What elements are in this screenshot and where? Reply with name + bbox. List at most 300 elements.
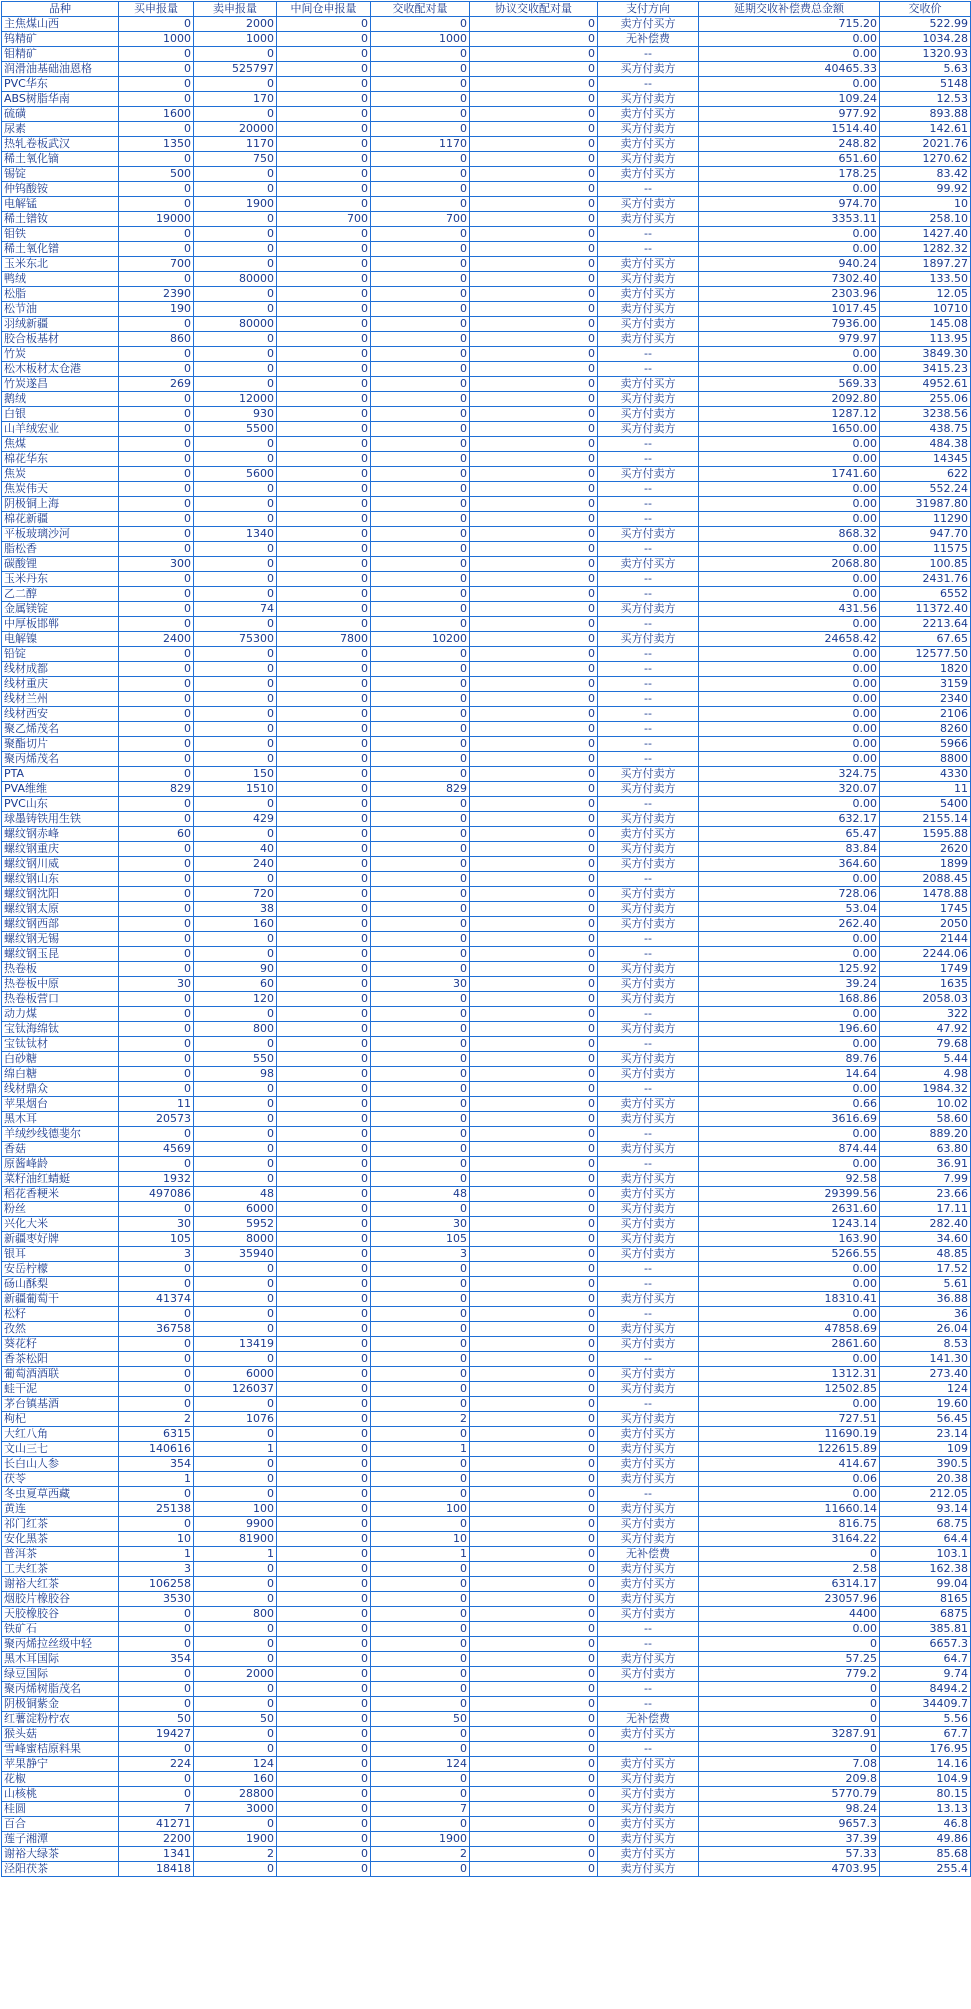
cell-payment-direction: 卖方付买方 xyxy=(598,212,699,227)
cell-sell-volume: 0 xyxy=(194,512,277,527)
cell-deferred-compensation: 727.51 xyxy=(699,1412,880,1427)
table-row xyxy=(2,1607,971,1622)
table-row xyxy=(2,1472,971,1487)
cell-payment-direction: 买方付卖方 xyxy=(598,1532,699,1547)
table-row xyxy=(2,1202,971,1217)
cell-delivery-price: 67.7 xyxy=(880,1727,971,1742)
cell-sell-volume: 2000 xyxy=(194,17,277,32)
cell-deferred-compensation: 0.00 xyxy=(699,677,880,692)
cell-matched-volume: 0 xyxy=(371,962,470,977)
cell-sell-volume: 98 xyxy=(194,1067,277,1082)
cell-matched-volume: 0 xyxy=(371,107,470,122)
cell-sell-volume: 0 xyxy=(194,1172,277,1187)
cell-delivery-price: 947.70 xyxy=(880,527,971,542)
cell-sell-volume: 0 xyxy=(194,107,277,122)
cell-delivery-price: 1897.27 xyxy=(880,257,971,272)
table-row xyxy=(2,137,971,152)
cell-deferred-compensation: 98.24 xyxy=(699,1802,880,1817)
header-sell-volume: 卖申报量 xyxy=(194,2,277,17)
cell-sell-volume: 48 xyxy=(194,1187,277,1202)
cell-matched-volume: 0 xyxy=(371,1322,470,1337)
cell-variety: 脂松香 xyxy=(2,542,119,557)
cell-delivery-price: 2340 xyxy=(880,692,971,707)
cell-payment-direction: 买方付卖方 xyxy=(598,467,699,482)
cell-matched-volume: 0 xyxy=(371,1652,470,1667)
cell-payment-direction: 买方付卖方 xyxy=(598,197,699,212)
cell-agreement-matched-volume: 0 xyxy=(470,467,598,482)
cell-payment-direction: 买方付卖方 xyxy=(598,767,699,782)
cell-payment-direction: -- xyxy=(598,77,699,92)
cell-middle-warehouse-volume: 0 xyxy=(277,1142,371,1157)
cell-deferred-compensation: 364.60 xyxy=(699,857,880,872)
table-row xyxy=(2,1097,971,1112)
table-row xyxy=(2,1637,971,1652)
cell-middle-warehouse-volume: 0 xyxy=(277,662,371,677)
cell-variety: 焦炭伟天 xyxy=(2,482,119,497)
cell-matched-volume: 0 xyxy=(371,737,470,752)
cell-delivery-price: 1820 xyxy=(880,662,971,677)
cell-sell-volume: 0 xyxy=(194,1457,277,1472)
cell-matched-volume: 0 xyxy=(371,1697,470,1712)
cell-sell-volume: 50 xyxy=(194,1712,277,1727)
cell-buy-volume: 1600 xyxy=(119,107,194,122)
cell-deferred-compensation: 0.00 xyxy=(699,1397,880,1412)
cell-middle-warehouse-volume: 0 xyxy=(277,1637,371,1652)
cell-middle-warehouse-volume: 0 xyxy=(277,422,371,437)
cell-payment-direction: -- xyxy=(598,1262,699,1277)
cell-sell-volume: 0 xyxy=(194,1592,277,1607)
cell-delivery-price: 2058.03 xyxy=(880,992,971,1007)
cell-payment-direction: -- xyxy=(598,1037,699,1052)
cell-delivery-price: 1745 xyxy=(880,902,971,917)
cell-matched-volume: 0 xyxy=(371,1487,470,1502)
table-row xyxy=(2,1172,971,1187)
cell-payment-direction: -- xyxy=(598,737,699,752)
cell-sell-volume: 0 xyxy=(194,182,277,197)
table-row xyxy=(2,812,971,827)
cell-sell-volume: 75300 xyxy=(194,632,277,647)
cell-middle-warehouse-volume: 0 xyxy=(277,1592,371,1607)
cell-buy-volume: 700 xyxy=(119,257,194,272)
cell-payment-direction: 买方付卖方 xyxy=(598,1382,699,1397)
cell-variety: 铁矿石 xyxy=(2,1622,119,1637)
cell-delivery-price: 1320.93 xyxy=(880,47,971,62)
cell-sell-volume: 0 xyxy=(194,797,277,812)
header-payment-direction: 支付方向 xyxy=(598,2,699,17)
cell-variety: 螺纹钢玉昆 xyxy=(2,947,119,962)
cell-sell-volume: 0 xyxy=(194,1682,277,1697)
cell-matched-volume: 0 xyxy=(371,467,470,482)
cell-delivery-price: 6657.3 xyxy=(880,1637,971,1652)
cell-buy-volume: 0 xyxy=(119,932,194,947)
cell-delivery-price: 109 xyxy=(880,1442,971,1457)
cell-agreement-matched-volume: 0 xyxy=(470,992,598,1007)
cell-deferred-compensation: 1287.12 xyxy=(699,407,880,422)
cell-delivery-price: 13.13 xyxy=(880,1802,971,1817)
cell-buy-volume: 41374 xyxy=(119,1292,194,1307)
cell-deferred-compensation: 0.06 xyxy=(699,1472,880,1487)
cell-sell-volume: 60 xyxy=(194,977,277,992)
table-row xyxy=(2,587,971,602)
cell-delivery-price: 23.66 xyxy=(880,1187,971,1202)
cell-agreement-matched-volume: 0 xyxy=(470,647,598,662)
cell-sell-volume: 240 xyxy=(194,857,277,872)
cell-buy-volume: 0 xyxy=(119,677,194,692)
cell-deferred-compensation: 0.00 xyxy=(699,1262,880,1277)
cell-matched-volume: 0 xyxy=(371,1517,470,1532)
cell-buy-volume: 354 xyxy=(119,1652,194,1667)
cell-matched-volume: 7 xyxy=(371,1802,470,1817)
cell-delivery-price: 889.20 xyxy=(880,1127,971,1142)
cell-delivery-price: 5.61 xyxy=(880,1277,971,1292)
table-row xyxy=(2,977,971,992)
cell-agreement-matched-volume: 0 xyxy=(470,1652,598,1667)
cell-buy-volume: 0 xyxy=(119,1637,194,1652)
cell-middle-warehouse-volume: 700 xyxy=(277,212,371,227)
cell-sell-volume: 20000 xyxy=(194,122,277,137)
cell-delivery-price: 5966 xyxy=(880,737,971,752)
table-row xyxy=(2,1352,971,1367)
cell-middle-warehouse-volume: 0 xyxy=(277,1442,371,1457)
cell-buy-volume: 0 xyxy=(119,1397,194,1412)
cell-agreement-matched-volume: 0 xyxy=(470,107,598,122)
cell-variety: 大红八角 xyxy=(2,1427,119,1442)
cell-agreement-matched-volume: 0 xyxy=(470,1292,598,1307)
cell-buy-volume: 0 xyxy=(119,602,194,617)
cell-deferred-compensation: 715.20 xyxy=(699,17,880,32)
cell-matched-volume: 48 xyxy=(371,1187,470,1202)
cell-variety: 聚丙烯树脂茂名 xyxy=(2,1682,119,1697)
cell-payment-direction: 买方付卖方 xyxy=(598,1667,699,1682)
cell-deferred-compensation: 39.24 xyxy=(699,977,880,992)
cell-agreement-matched-volume: 0 xyxy=(470,1127,598,1142)
cell-payment-direction: -- xyxy=(598,1742,699,1757)
cell-middle-warehouse-volume: 0 xyxy=(277,1577,371,1592)
table-row xyxy=(2,1187,971,1202)
cell-matched-volume: 0 xyxy=(371,1367,470,1382)
cell-sell-volume: 0 xyxy=(194,1487,277,1502)
cell-variety: 茯苓 xyxy=(2,1472,119,1487)
cell-deferred-compensation: 0.00 xyxy=(699,1007,880,1022)
cell-buy-volume: 0 xyxy=(119,47,194,62)
cell-deferred-compensation: 3353.11 xyxy=(699,212,880,227)
cell-matched-volume: 0 xyxy=(371,272,470,287)
cell-middle-warehouse-volume: 0 xyxy=(277,1382,371,1397)
cell-deferred-compensation: 3287.91 xyxy=(699,1727,880,1742)
cell-variety: 线材西安 xyxy=(2,707,119,722)
cell-payment-direction: 卖方付买方 xyxy=(598,332,699,347)
cell-deferred-compensation: 24658.42 xyxy=(699,632,880,647)
cell-delivery-price: 622 xyxy=(880,467,971,482)
cell-agreement-matched-volume: 0 xyxy=(470,842,598,857)
table-row xyxy=(2,1727,971,1742)
cell-variety: 螺纹钢西部 xyxy=(2,917,119,932)
cell-variety: 雪峰蜜桔原料果 xyxy=(2,1742,119,1757)
table-row xyxy=(2,1367,971,1382)
table-row xyxy=(2,1067,971,1082)
cell-variety: 苹果烟台 xyxy=(2,1097,119,1112)
cell-payment-direction: 买方付卖方 xyxy=(598,632,699,647)
cell-matched-volume: 0 xyxy=(371,17,470,32)
cell-delivery-price: 5.63 xyxy=(880,62,971,77)
cell-matched-volume: 0 xyxy=(371,122,470,137)
cell-sell-volume: 1076 xyxy=(194,1412,277,1427)
cell-delivery-price: 17.11 xyxy=(880,1202,971,1217)
cell-middle-warehouse-volume: 0 xyxy=(277,1607,371,1622)
cell-sell-volume: 0 xyxy=(194,1862,277,1877)
table-row xyxy=(2,917,971,932)
cell-deferred-compensation: 23057.96 xyxy=(699,1592,880,1607)
cell-variety: 玉米东北 xyxy=(2,257,119,272)
cell-variety: 乙二醇 xyxy=(2,587,119,602)
cell-buy-volume: 300 xyxy=(119,557,194,572)
cell-agreement-matched-volume: 0 xyxy=(470,17,598,32)
cell-buy-volume: 0 xyxy=(119,62,194,77)
cell-agreement-matched-volume: 0 xyxy=(470,737,598,752)
cell-sell-volume: 0 xyxy=(194,362,277,377)
cell-delivery-price: 10 xyxy=(880,197,971,212)
cell-payment-direction: 买方付卖方 xyxy=(598,782,699,797)
cell-deferred-compensation: 57.25 xyxy=(699,1652,880,1667)
cell-middle-warehouse-volume: 0 xyxy=(277,77,371,92)
table-row xyxy=(2,1682,971,1697)
cell-deferred-compensation: 816.75 xyxy=(699,1517,880,1532)
cell-delivery-price: 142.61 xyxy=(880,122,971,137)
cell-middle-warehouse-volume: 0 xyxy=(277,1202,371,1217)
cell-middle-warehouse-volume: 0 xyxy=(277,302,371,317)
cell-sell-volume: 40 xyxy=(194,842,277,857)
cell-variety: 鹅绒 xyxy=(2,392,119,407)
cell-sell-volume: 0 xyxy=(194,167,277,182)
cell-delivery-price: 2244.06 xyxy=(880,947,971,962)
cell-agreement-matched-volume: 0 xyxy=(470,1307,598,1322)
cell-matched-volume: 0 xyxy=(371,197,470,212)
cell-middle-warehouse-volume: 0 xyxy=(277,32,371,47)
cell-variety: 稀土镨钕 xyxy=(2,212,119,227)
cell-delivery-price: 19.60 xyxy=(880,1397,971,1412)
cell-agreement-matched-volume: 0 xyxy=(470,1577,598,1592)
cell-payment-direction: 买方付卖方 xyxy=(598,1802,699,1817)
cell-buy-volume: 18418 xyxy=(119,1862,194,1877)
cell-payment-direction: 买方付卖方 xyxy=(598,122,699,137)
cell-delivery-price: 2021.76 xyxy=(880,137,971,152)
cell-agreement-matched-volume: 0 xyxy=(470,1517,598,1532)
cell-deferred-compensation: 0.00 xyxy=(699,1622,880,1637)
table-row xyxy=(2,722,971,737)
cell-middle-warehouse-volume: 0 xyxy=(277,1667,371,1682)
cell-matched-volume: 0 xyxy=(371,1727,470,1742)
cell-delivery-price: 8494.2 xyxy=(880,1682,971,1697)
cell-payment-direction: 买方付卖方 xyxy=(598,1217,699,1232)
cell-payment-direction: -- xyxy=(598,722,699,737)
table-body xyxy=(2,17,971,1877)
cell-sell-volume: 0 xyxy=(194,1742,277,1757)
cell-middle-warehouse-volume: 0 xyxy=(277,587,371,602)
cell-matched-volume: 30 xyxy=(371,977,470,992)
cell-agreement-matched-volume: 0 xyxy=(470,1217,598,1232)
cell-matched-volume: 0 xyxy=(371,1172,470,1187)
table-row xyxy=(2,797,971,812)
cell-agreement-matched-volume: 0 xyxy=(470,857,598,872)
cell-sell-volume: 0 xyxy=(194,827,277,842)
cell-agreement-matched-volume: 0 xyxy=(470,137,598,152)
cell-deferred-compensation: 1017.45 xyxy=(699,302,880,317)
cell-middle-warehouse-volume: 0 xyxy=(277,1817,371,1832)
cell-variety: 茅台镇基酒 xyxy=(2,1397,119,1412)
cell-agreement-matched-volume: 0 xyxy=(470,1097,598,1112)
cell-variety: 绵白糖 xyxy=(2,1067,119,1082)
cell-buy-volume: 0 xyxy=(119,587,194,602)
cell-deferred-compensation: 0.00 xyxy=(699,692,880,707)
cell-middle-warehouse-volume: 0 xyxy=(277,1022,371,1037)
cell-agreement-matched-volume: 0 xyxy=(470,1442,598,1457)
cell-variety: 焦炭 xyxy=(2,467,119,482)
cell-buy-volume: 0 xyxy=(119,1337,194,1352)
cell-deferred-compensation: 11690.19 xyxy=(699,1427,880,1442)
cell-delivery-price: 56.45 xyxy=(880,1412,971,1427)
cell-matched-volume: 2 xyxy=(371,1847,470,1862)
cell-delivery-price: 162.38 xyxy=(880,1562,971,1577)
cell-buy-volume: 0 xyxy=(119,512,194,527)
cell-payment-direction: 卖方付买方 xyxy=(598,137,699,152)
cell-variety: 粉丝 xyxy=(2,1202,119,1217)
cell-delivery-price: 99.92 xyxy=(880,182,971,197)
cell-agreement-matched-volume: 0 xyxy=(470,422,598,437)
cell-deferred-compensation: 940.24 xyxy=(699,257,880,272)
cell-middle-warehouse-volume: 0 xyxy=(277,647,371,662)
cell-variety: 莲子湘潭 xyxy=(2,1832,119,1847)
cell-middle-warehouse-volume: 0 xyxy=(277,1427,371,1442)
cell-middle-warehouse-volume: 0 xyxy=(277,362,371,377)
cell-delivery-price: 552.24 xyxy=(880,482,971,497)
cell-middle-warehouse-volume: 0 xyxy=(277,257,371,272)
cell-middle-warehouse-volume: 0 xyxy=(277,767,371,782)
table-row xyxy=(2,1622,971,1637)
cell-matched-volume: 0 xyxy=(371,827,470,842)
cell-buy-volume: 2200 xyxy=(119,1832,194,1847)
cell-matched-volume: 50 xyxy=(371,1712,470,1727)
cell-agreement-matched-volume: 0 xyxy=(470,902,598,917)
cell-variety: 枸杞 xyxy=(2,1412,119,1427)
cell-variety: 松木板材太仓港 xyxy=(2,362,119,377)
table-row xyxy=(2,1397,971,1412)
cell-deferred-compensation: 0.00 xyxy=(699,572,880,587)
cell-delivery-price: 99.04 xyxy=(880,1577,971,1592)
cell-variety: 中厚板邯郸 xyxy=(2,617,119,632)
cell-deferred-compensation: 37.39 xyxy=(699,1832,880,1847)
cell-variety: 螺纹钢赤峰 xyxy=(2,827,119,842)
cell-matched-volume: 0 xyxy=(371,347,470,362)
cell-payment-direction: 卖方付买方 xyxy=(598,287,699,302)
cell-matched-volume: 0 xyxy=(371,527,470,542)
cell-matched-volume: 0 xyxy=(371,722,470,737)
table-row xyxy=(2,1022,971,1037)
cell-agreement-matched-volume: 0 xyxy=(470,332,598,347)
header-deferred-compensation: 延期交收补偿费总金额 xyxy=(699,2,880,17)
cell-deferred-compensation: 977.92 xyxy=(699,107,880,122)
cell-buy-volume: 0 xyxy=(119,482,194,497)
cell-agreement-matched-volume: 0 xyxy=(470,1367,598,1382)
cell-buy-volume: 0 xyxy=(119,1772,194,1787)
cell-variety: 苹果静宁 xyxy=(2,1757,119,1772)
cell-variety: 金属镁锭 xyxy=(2,602,119,617)
cell-delivery-price: 20.38 xyxy=(880,1472,971,1487)
cell-delivery-price: 1984.32 xyxy=(880,1082,971,1097)
cell-buy-volume: 30 xyxy=(119,977,194,992)
cell-matched-volume: 0 xyxy=(371,407,470,422)
table-row xyxy=(2,932,971,947)
cell-variety: 钼精矿 xyxy=(2,47,119,62)
cell-sell-volume: 720 xyxy=(194,887,277,902)
cell-agreement-matched-volume: 0 xyxy=(470,947,598,962)
cell-agreement-matched-volume: 0 xyxy=(470,707,598,722)
cell-delivery-price: 1427.40 xyxy=(880,227,971,242)
cell-sell-volume: 525797 xyxy=(194,62,277,77)
cell-middle-warehouse-volume: 0 xyxy=(277,1397,371,1412)
cell-delivery-price: 2088.45 xyxy=(880,872,971,887)
cell-deferred-compensation: 0.00 xyxy=(699,752,880,767)
cell-agreement-matched-volume: 0 xyxy=(470,377,598,392)
cell-agreement-matched-volume: 0 xyxy=(470,1772,598,1787)
cell-buy-volume: 190 xyxy=(119,302,194,317)
cell-buy-volume: 0 xyxy=(119,77,194,92)
cell-delivery-price: 255.4 xyxy=(880,1862,971,1877)
cell-agreement-matched-volume: 0 xyxy=(470,242,598,257)
table-row xyxy=(2,1742,971,1757)
cell-middle-warehouse-volume: 0 xyxy=(277,92,371,107)
cell-payment-direction: 卖方付买方 xyxy=(598,1862,699,1877)
table-row xyxy=(2,1592,971,1607)
table-row xyxy=(2,617,971,632)
header-buy-volume: 买申报量 xyxy=(119,2,194,17)
cell-matched-volume: 700 xyxy=(371,212,470,227)
cell-matched-volume: 0 xyxy=(371,392,470,407)
cell-agreement-matched-volume: 0 xyxy=(470,1457,598,1472)
cell-deferred-compensation: 1514.40 xyxy=(699,122,880,137)
cell-middle-warehouse-volume: 0 xyxy=(277,797,371,812)
cell-payment-direction: 买方付卖方 xyxy=(598,152,699,167)
cell-matched-volume: 0 xyxy=(371,287,470,302)
cell-middle-warehouse-volume: 0 xyxy=(277,527,371,542)
cell-payment-direction: 买方付卖方 xyxy=(598,1337,699,1352)
cell-delivery-price: 11575 xyxy=(880,542,971,557)
cell-middle-warehouse-volume: 0 xyxy=(277,827,371,842)
cell-buy-volume: 10 xyxy=(119,1532,194,1547)
cell-agreement-matched-volume: 0 xyxy=(470,227,598,242)
cell-delivery-price: 93.14 xyxy=(880,1502,971,1517)
cell-deferred-compensation: 0.00 xyxy=(699,227,880,242)
cell-deferred-compensation: 0.00 xyxy=(699,482,880,497)
cell-matched-volume: 0 xyxy=(371,872,470,887)
cell-middle-warehouse-volume: 0 xyxy=(277,992,371,1007)
cell-payment-direction: 买方付卖方 xyxy=(598,272,699,287)
table-row xyxy=(2,902,971,917)
cell-matched-volume: 0 xyxy=(371,842,470,857)
cell-variety: 兴化大米 xyxy=(2,1217,119,1232)
table-row xyxy=(2,182,971,197)
cell-middle-warehouse-volume: 0 xyxy=(277,1412,371,1427)
cell-payment-direction: 卖方付买方 xyxy=(598,1817,699,1832)
cell-matched-volume: 0 xyxy=(371,1592,470,1607)
cell-agreement-matched-volume: 0 xyxy=(470,1157,598,1172)
table-row xyxy=(2,1247,971,1262)
cell-payment-direction: -- xyxy=(598,1007,699,1022)
cell-middle-warehouse-volume: 0 xyxy=(277,617,371,632)
cell-deferred-compensation: 431.56 xyxy=(699,602,880,617)
cell-payment-direction: 卖方付买方 xyxy=(598,1472,699,1487)
cell-payment-direction: 卖方付买方 xyxy=(598,1502,699,1517)
cell-matched-volume: 0 xyxy=(371,242,470,257)
